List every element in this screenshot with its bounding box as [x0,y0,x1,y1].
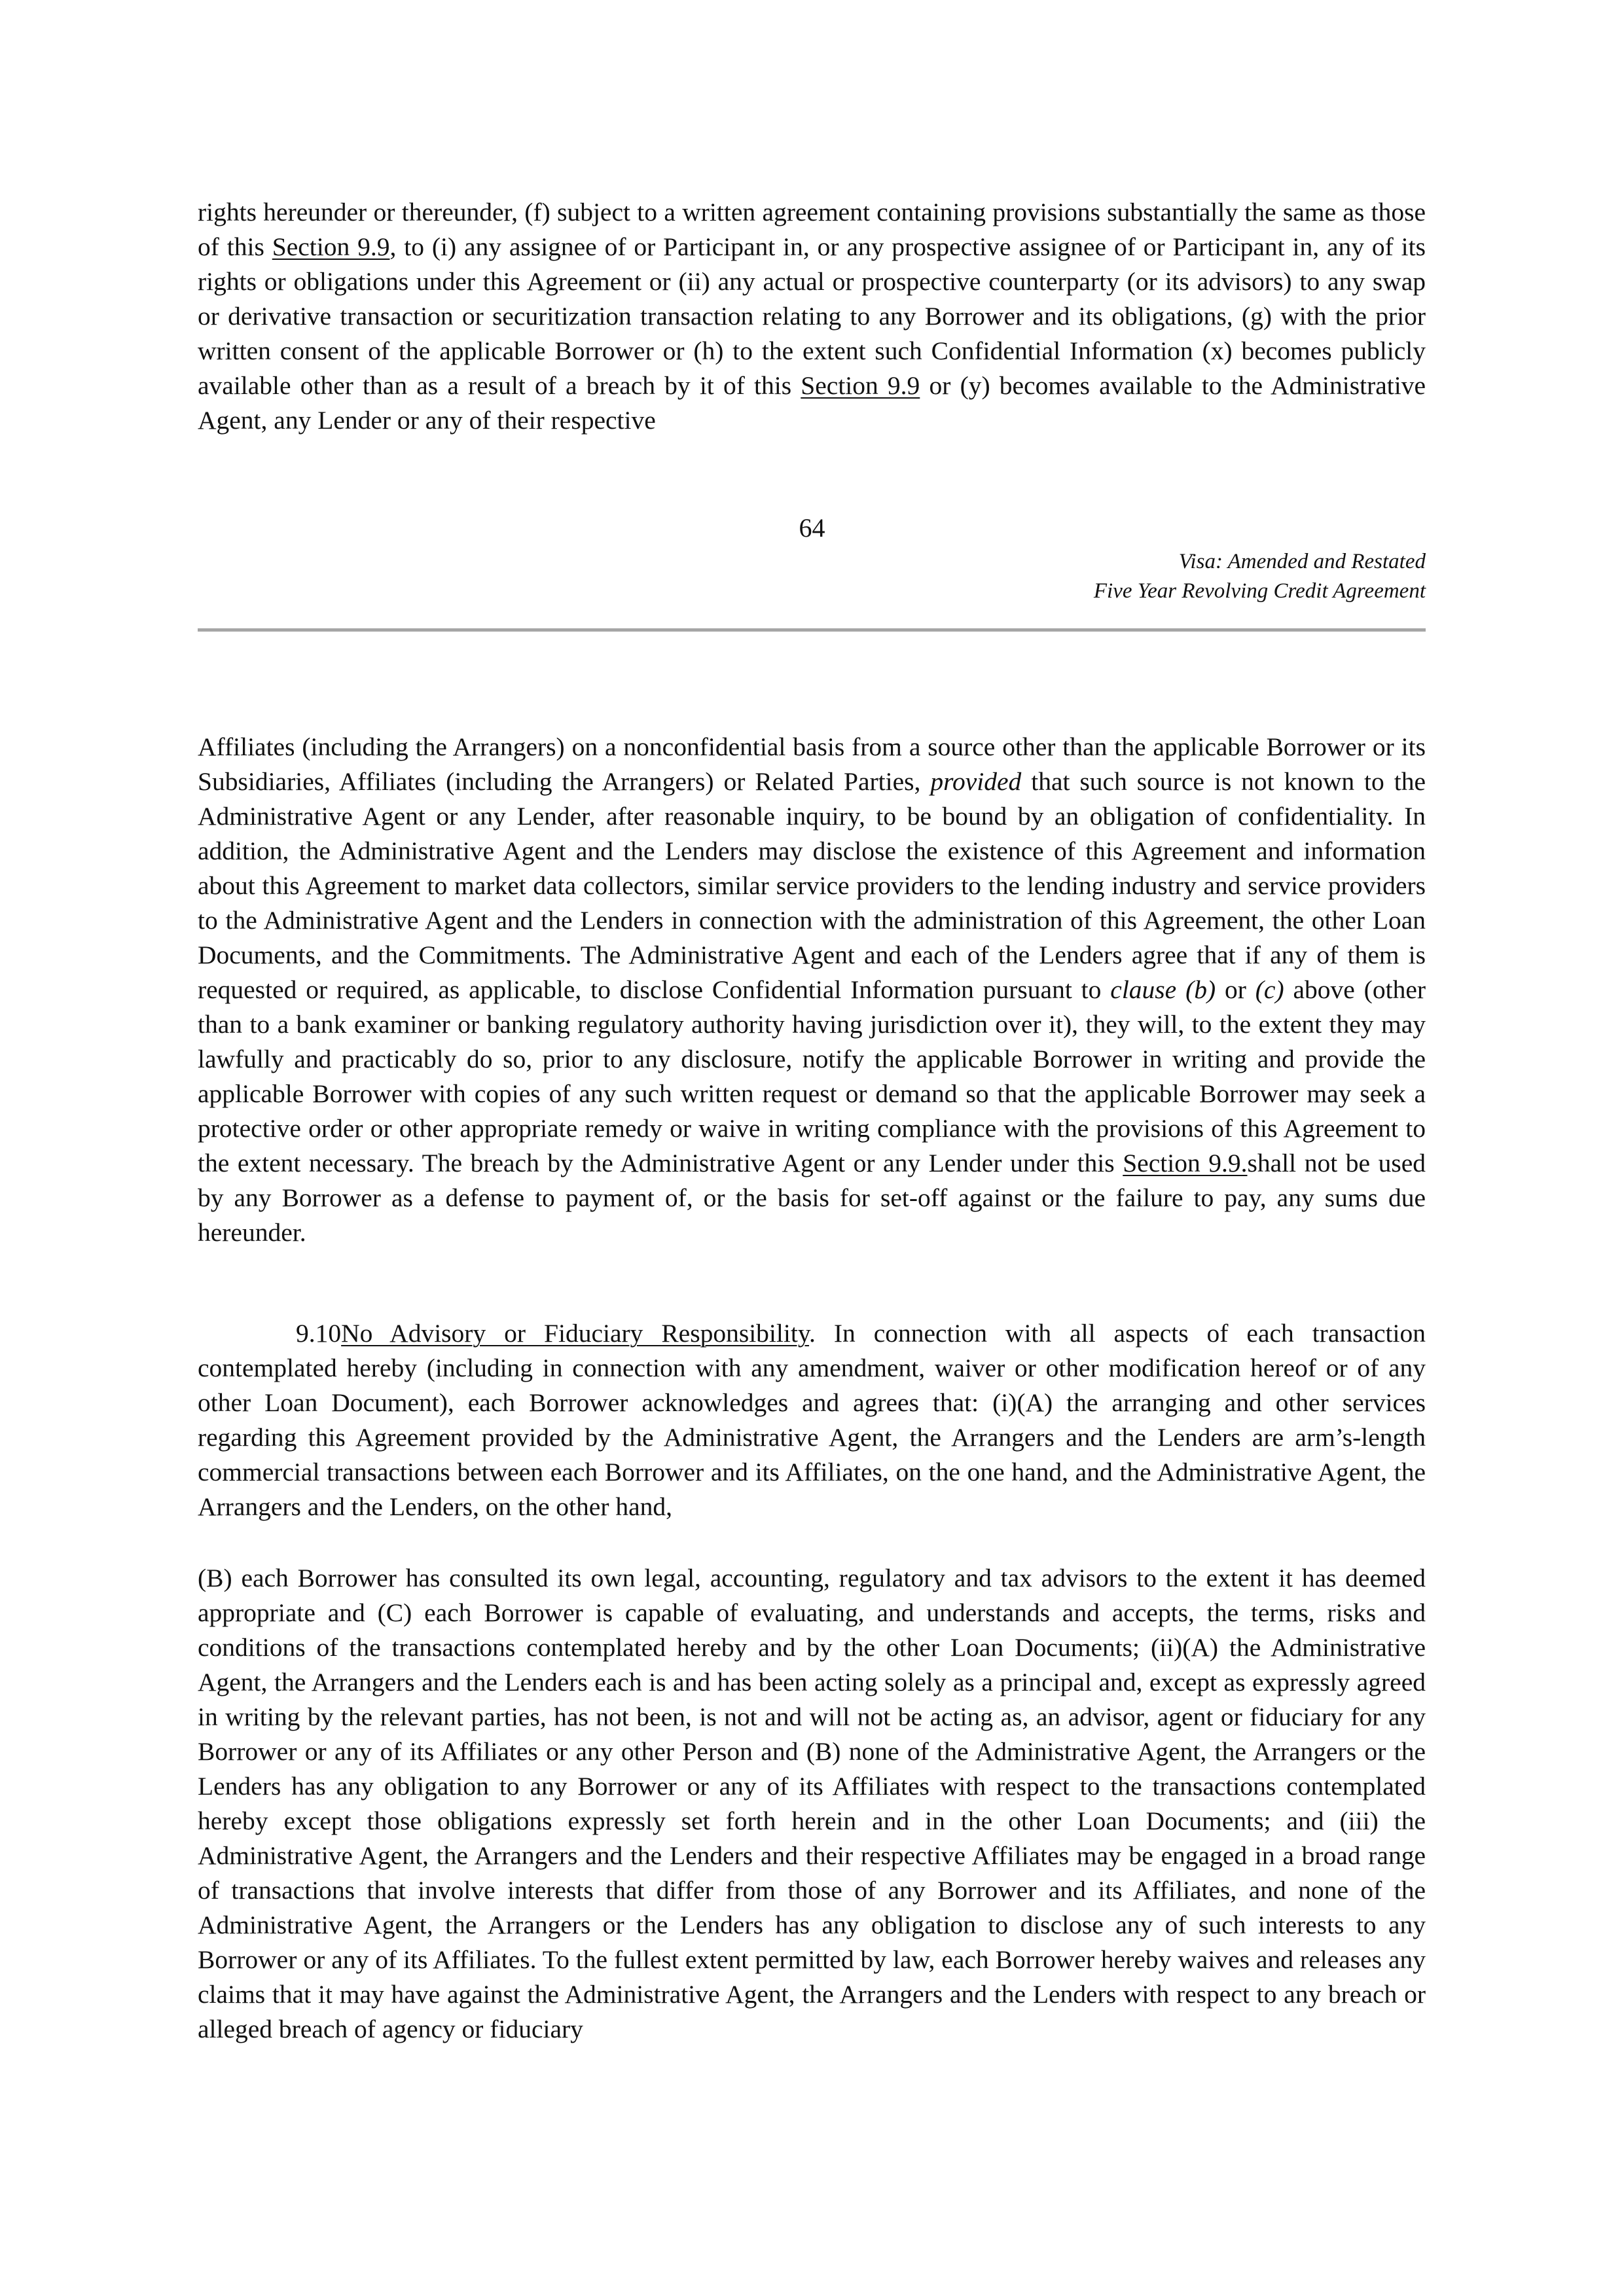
text-run: Affiliates (including the Arrangers) on a nonconfidential basis from a source other than the applicable Borrower or its Subsidiaries, Affiliates (including the Arrangers) or Related Parties, [198,732,1426,796]
paragraph-continuation [198,195,1426,438]
paragraph-continuation-b [198,1561,1426,2047]
section-reference-link[interactable]: Section 9.9 [801,371,920,400]
emphasis-text: clause (b) [1110,975,1216,1004]
text-run: . In connection with all aspects of each transaction contemplated hereby (including in connection with any amendment, waiver or other modification hereof or of any other Loan Document), each Borrower acknowledges and agrees that: (i)(A) the arranging and other services regarding this Agreement provided by the Administrative Agent, the Arrangers and the Lenders are arm’s-length commercial transactions between each Borrower and its Affiliates, on the one hand, and the Administrative Agent, the Arrangers and the Lenders, on the other hand, [198,1319,1426,1521]
footer-line-1: Visa: Amended and Restated [1178,550,1426,573]
text-run: or (y) becomes available to the Administrative Agent, any Lender or any of their respective [198,371,1426,435]
text-run: shall not be used by any Borrower as a defense to payment of, or the basis for set-off against or the failure to pay, any sums due hereunder. [198,1149,1426,1247]
section-reference-link[interactable]: Section 9.9 [272,232,390,261]
page-number: 64 [799,513,825,543]
text-run: , to (i) any assignee of or Participant in, or any prospective assignee of or Participant in, any of its rights or obligations under this Agreement or (ii) any actual or prospective counterparty (or its advisors) to any swap or derivative transaction or securitization transaction relating to any Borrower and its obligations, (g) with the prior written consent of the applicable Borrower or (h) to the extent such Confidential Information (x) becomes publicly available other than as a result of a breach by it of this [198,232,1426,400]
text-run: above (other than to a bank examiner or banking regulatory authority having jurisdiction over it), they will, to the extent they may lawfully and practicably do so, prior to any disclosure, notify the applicable Borrower in writing and provide the applicable Borrower with copies of any such written request or demand so that the applicable Borrower may seek a protective order or other appropriate remedy or waive in writing compliance with the provisions of this Agreement to the extent necessary. The breach by the Administrative Agent or any Lender under this [198,975,1426,1177]
section-9-10-paragraph [198,1316,1426,1524]
emphasis-text: provided [930,767,1022,796]
page-footer [1094,547,1426,606]
emphasis-text: (c) [1255,975,1284,1004]
section-number: 9.10 [296,1319,342,1348]
section-heading: No Advisory or Fiduciary Responsibility [341,1319,810,1348]
section-reference-link[interactable]: Section 9.9. [1123,1149,1248,1177]
text-run: that such source is not known to the Administrative Agent or any Lender, after reasonable inquiry, to be bound by an obligation of confidentiality. In addition, the Administrative Agent and the Lenders may disclose the existence of this Agreement and information about this Agreement to market data collectors, similar service providers to the lending industry and service providers to the Administrative Agent and the Lenders in connection with the administration of this Agreement, the other Loan Documents, and the Commitments. The Administrative Agent and each of the Lenders agree that if any of them is requested or required, as applicable, to disclose Confidential Information pursuant to [198,767,1426,1004]
page-break-divider [198,628,1426,632]
paragraph-confidentiality [198,730,1426,1250]
text-run: (B) each Borrower has consulted its own legal, accounting, regulatory and tax advisors to the extent it has deemed appropriate and (C) each Borrower is capable of evaluating, and understands and accepts, the terms, risks and conditions of the transactions contemplated hereby and by the other Loan Documents; (ii)(A) the Administrative Agent, the Arrangers and the Lenders each is and has been acting solely as a principal and, except as expressly agreed in writing by the relevant parties, has not been, is not and will not be acting as, an advisor, agent or fiduciary for any Borrower or any of its Affiliates or any other Person and (B) none of the Administrative Agent, the Arrangers or the Lenders has any obligation to any Borrower or any of its Affiliates with respect to the transactions contemplated hereby except those obligations expressly set forth herein and in the other Loan Documents; and (iii) the Administrative Agent, the Arrangers and the Lenders and their respective Affiliates may be engaged in a broad range of transactions that involve interests that differ from those of any Borrower and its Affiliates, and none of the Administrative Agent, the Arrangers or the Lenders has any obligation to disclose any of such interests to any Borrower or any of its Affiliates. To the fullest extent permitted by law, each Borrower hereby waives and releases any claims that it may have against the Administrative Agent, the Arrangers and the Lenders with respect to any breach or alleged breach of agency or fiduciary [198,1564,1426,2043]
text-run: rights hereunder or thereunder, (f) subject to a written agreement containing provisions substantially the same as those of this [198,198,1426,261]
footer-line-2: Five Year Revolving Credit Agreement [1093,579,1426,603]
text-run: or [1216,975,1255,1004]
